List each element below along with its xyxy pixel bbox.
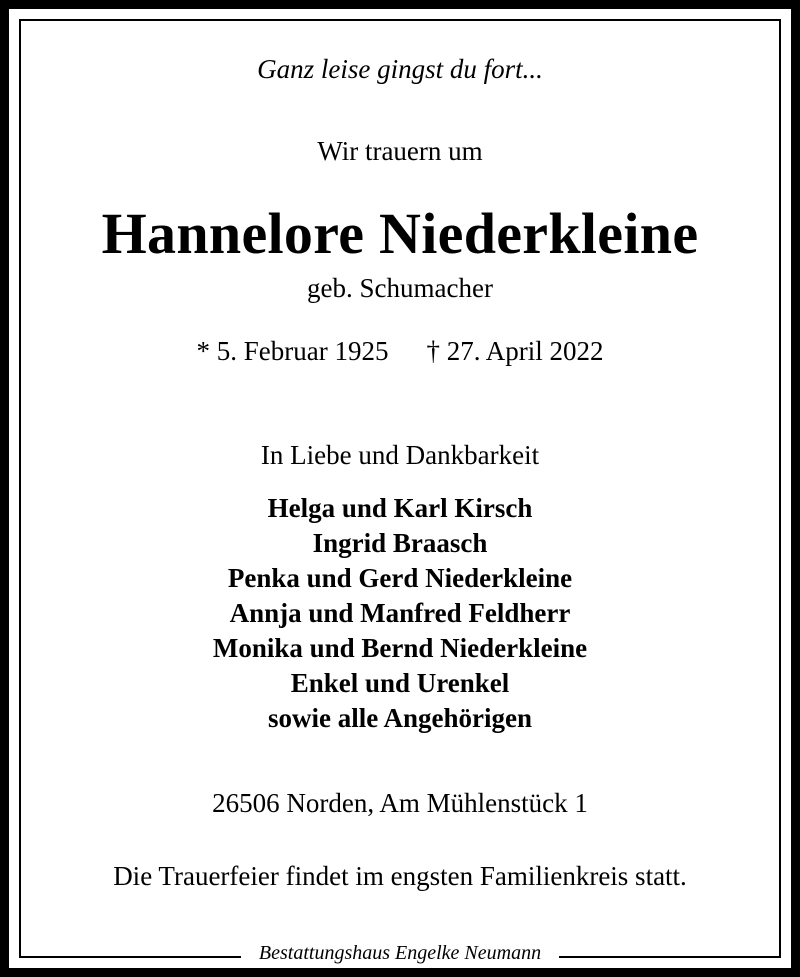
life-dates bbox=[0, 336, 800, 367]
mourner-entry: Penka und Gerd Niederkleine bbox=[227, 563, 573, 593]
deceased-name: Hannelore Niederkleine bbox=[101, 201, 699, 266]
mourner-entry: Enkel und Urenkel bbox=[290, 668, 510, 698]
mourner-entry: Ingrid Braasch bbox=[312, 528, 488, 558]
mourner-entry: Monika und Bernd Niederkleine bbox=[212, 633, 588, 663]
footer bbox=[0, 938, 800, 968]
mourner-entry: sowie alle Angehörigen bbox=[268, 703, 532, 733]
maiden-name: geb. Schumacher bbox=[307, 273, 493, 303]
mourners-list bbox=[0, 491, 800, 736]
birth-date: * 5. Februar 1925 bbox=[196, 336, 389, 366]
funeral-notice: Die Trauerfeier findet im engsten Familienkreis statt. bbox=[113, 861, 687, 891]
funeral-home: Bestattungshaus Engelke Neumann bbox=[241, 938, 559, 968]
intro-text: Wir trauern um bbox=[317, 136, 483, 166]
mourner-entry: Annja und Manfred Feldherr bbox=[229, 598, 571, 628]
mourner-entry: Helga und Karl Kirsch bbox=[267, 493, 533, 523]
closing-phrase: In Liebe und Dankbarkeit bbox=[260, 440, 540, 470]
death-date: † 27. April 2022 bbox=[426, 336, 604, 366]
address: 26506 Norden, Am Mühlenstück 1 bbox=[212, 788, 588, 818]
motto: Ganz leise gingst du fort... bbox=[257, 54, 543, 84]
